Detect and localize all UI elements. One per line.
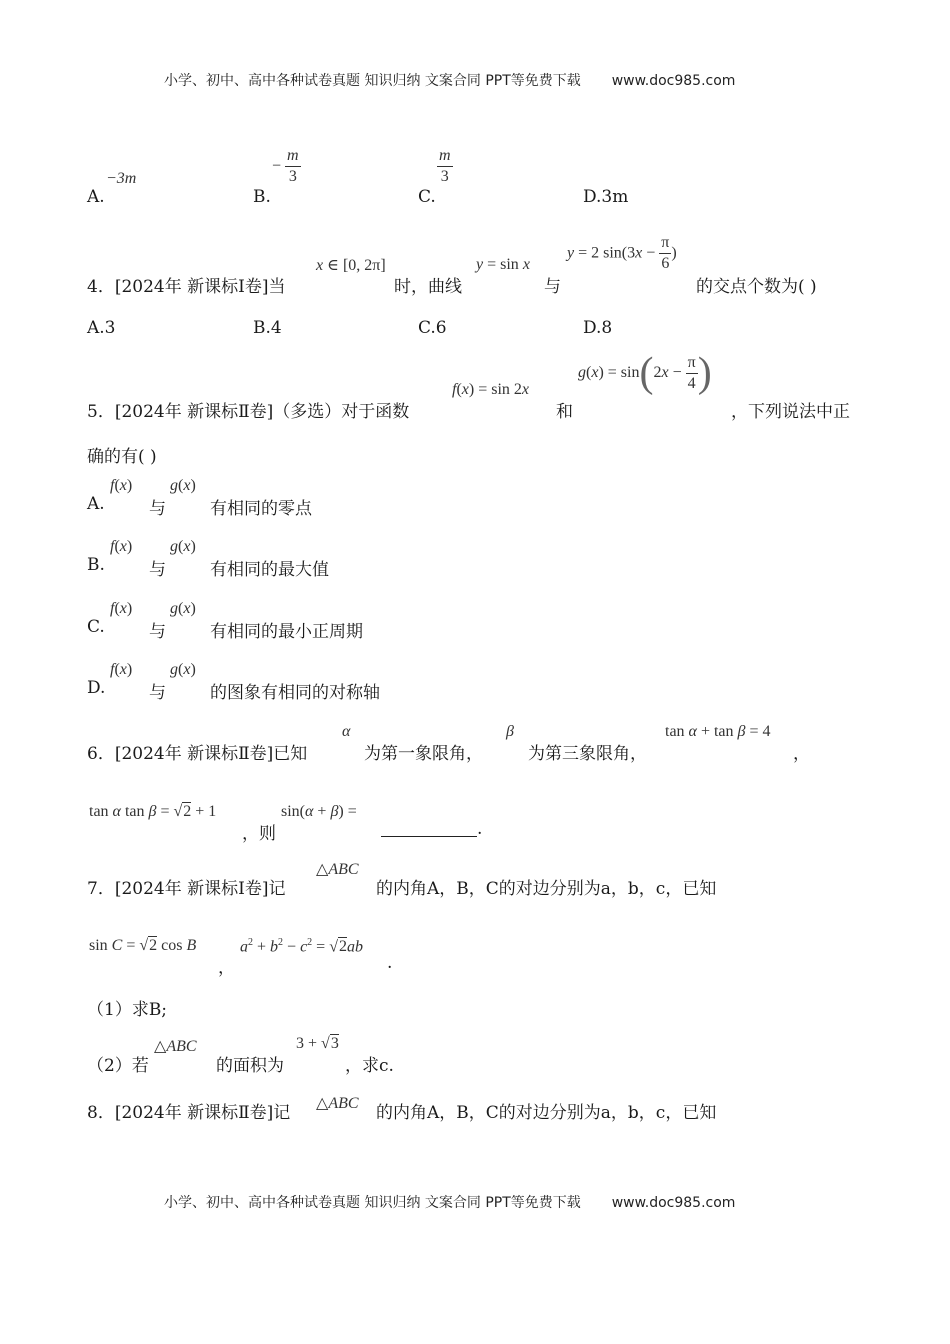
q5-prefix: 5．[2024年 新课标Ⅱ卷]（多选）对于函数	[87, 402, 410, 422]
q5-option-a-label: A.	[87, 494, 105, 514]
q7-prefix: 7．[2024年 新课标Ⅰ卷]记	[87, 879, 286, 899]
q4-mid2: 与	[544, 277, 561, 297]
header-url: www.doc985.com	[611, 73, 736, 89]
q4-option-c: C.6	[418, 318, 447, 338]
q5-suffix: ，下列说法中正	[731, 402, 850, 422]
q6-alpha-math: α	[342, 723, 351, 740]
q5-option-b-and: 与	[149, 560, 166, 580]
q6-end: .	[477, 819, 483, 839]
q3-b-numerator: m	[285, 148, 301, 167]
q5-option-a-f: f(x)	[110, 477, 133, 494]
q6-product-math: tan α tan β = √2 + 1	[89, 803, 217, 820]
q5-option-c-label: C.	[87, 617, 105, 637]
q5-option-a-text: 有相同的零点	[210, 499, 312, 519]
q5-option-a-and: 与	[149, 499, 166, 519]
q7-part2-mid: 的面积为	[216, 1056, 284, 1076]
q6-then: ，则	[242, 824, 276, 844]
q4-option-a: A.3	[87, 318, 116, 338]
q8-triangle-math: △ABC	[316, 1095, 359, 1112]
q7-area-math: 3 + √3	[296, 1035, 339, 1052]
q5-option-b-f: f(x)	[110, 538, 133, 555]
q5-option-b-g: g(x)	[170, 538, 196, 555]
q8-prefix: 8．[2024年 新课标Ⅱ卷]记	[87, 1103, 291, 1123]
q7-triangle-math: △ABC	[316, 861, 359, 878]
q6-mid1: 为第一象限角，	[364, 744, 483, 764]
q3-option-c-label: C.	[418, 187, 436, 207]
q7-condition1-math: sin C = √2 cos B	[89, 937, 197, 954]
q5-option-d-label: D.	[87, 678, 106, 698]
q6-comma: ，	[793, 744, 810, 764]
q6-mid2: 为第三象限角，	[528, 744, 647, 764]
q5-option-c-and: 与	[149, 622, 166, 642]
header-text: 小学、初中、高中各种试卷真题 知识归纳 文案合同 PPT等免费下载	[164, 73, 581, 89]
q3-c-denominator: 3	[440, 168, 449, 185]
q4-mid1: 时，曲线	[394, 277, 462, 297]
q4-prefix: 4．[2024年 新课标Ⅰ卷]当	[87, 277, 286, 297]
q5-option-b-text: 有相同的最大值	[210, 560, 329, 580]
q7-part1: （1）求B;	[87, 1000, 168, 1020]
q3-option-b-label: B.	[253, 187, 271, 207]
q5-option-c-text: 有相同的最小正周期	[210, 622, 363, 642]
q3-option-b-math: − $\frac{m}{3}$	[272, 147, 299, 185]
q6-target-math: sin(α + β) =	[281, 803, 357, 820]
q5-option-d-and: 与	[149, 683, 166, 703]
q4-suffix: 的交点个数为( )	[696, 277, 817, 297]
q5-option-b-label: B.	[87, 555, 105, 575]
q5-option-d-g: g(x)	[170, 661, 196, 678]
page-footer	[164, 1192, 735, 1212]
q7-part2-triangle-math: △ABC	[154, 1038, 197, 1055]
footer-text: 小学、初中、高中各种试卷真题 知识归纳 文案合同 PPT等免费下载	[164, 1195, 581, 1211]
q4-option-d: D.8	[583, 318, 613, 338]
q5-option-c-f: f(x)	[110, 600, 133, 617]
q4-curve1-math: y = sin x	[476, 256, 530, 273]
q7-end: .	[387, 953, 393, 973]
q3-option-a-label: A.	[87, 187, 105, 207]
q3-b-denominator: 3	[288, 168, 297, 185]
q5-line2: 确的有( )	[87, 447, 157, 467]
q6-beta-math: β	[506, 723, 514, 740]
q3-option-a-math: −3m	[106, 170, 137, 187]
q7-comma: ，	[218, 958, 235, 978]
q5-mid: 和	[556, 402, 573, 422]
q5-option-d-text: 的图象有相同的对称轴	[210, 683, 380, 703]
q5-option-a-g: g(x)	[170, 477, 196, 494]
q7-part2-suffix: ，求c.	[345, 1056, 394, 1076]
q4-curve2-math: y = 2 sin(3x − $\frac{\pi}{6}$ )	[567, 234, 677, 272]
q5-option-c-g: g(x)	[170, 600, 196, 617]
q5-option-d-f: f(x)	[110, 661, 133, 678]
q4-option-b: B.4	[253, 318, 282, 338]
q7-suffix: 的内角A，B，C的对边分别为a，b，c，已知	[376, 879, 717, 899]
q5-g-definition-math: g(x) = sin(2x − $\frac{\pi}{4}$ )	[578, 350, 712, 396]
q4-domain-math: x ∈ [0, 2π]	[316, 257, 386, 274]
page-header	[164, 70, 735, 90]
q6-sum-math: tan α + tan β = 4	[665, 723, 771, 740]
q3-c-numerator: m	[437, 148, 453, 167]
q3-option-d: D.3m	[583, 187, 629, 207]
q8-suffix: 的内角A，B，C的对边分别为a，b，c，已知	[376, 1103, 717, 1123]
q6-prefix: 6．[2024年 新课标Ⅱ卷]已知	[87, 744, 308, 764]
q7-condition2-math: $a^2 + b^2 - c^2 = √2ab$	[240, 937, 363, 956]
q5-f-definition-math: f(x) = sin 2x	[452, 381, 530, 398]
q6-answer-blank[interactable]	[381, 817, 477, 837]
q7-part2-prefix: （2）若	[87, 1056, 149, 1076]
footer-url: www.doc985.com	[611, 1195, 736, 1211]
q3-option-c-math	[437, 148, 453, 185]
